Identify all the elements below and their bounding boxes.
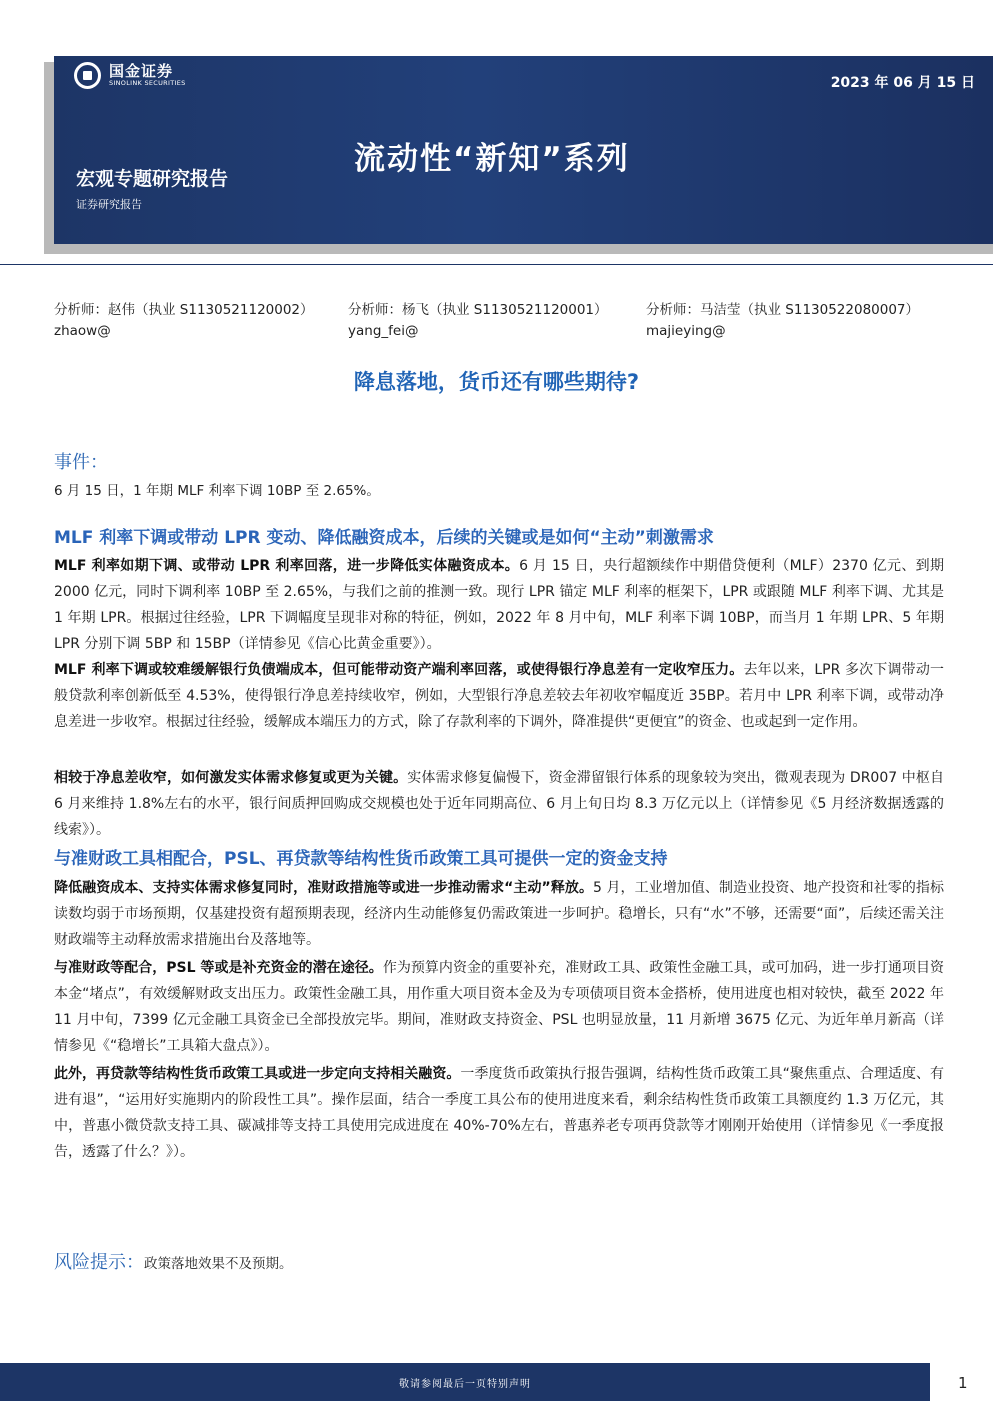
section-1-p2-lead: MLF 利率下调或较难缓解银行负债端成本，但可能带动资产端利率回落，或使得银行净息差有一定收窄压力。 bbox=[54, 662, 744, 678]
logo-name-cn: 国金证券 bbox=[109, 62, 174, 80]
section-1-paragraph-1 bbox=[54, 553, 944, 657]
analyst-1-email[interactable]: zhaow@ bbox=[54, 323, 111, 339]
section-1-p2-body: 去年以来，LPR 多次下调带动一般贷款利率创新低至 4.53%，使得银行净息差持续收窄，例如，大型银行净息差较去年初收窄幅度近 35BP。若月中 LPR 利率下调，或带动净息差进一步收窄。根据过往经验，缓解成本端压力的方式，除了存款利率的下调外，降准提供“更便宜”的资金、也或起到一定作用。 bbox=[54, 662, 944, 730]
analyst-2 bbox=[348, 300, 608, 341]
logo-icon bbox=[74, 62, 101, 89]
logo-name-en: SINOLINK SECURITIES bbox=[109, 79, 186, 87]
analyst-1-label: 分析师：赵伟（执业 S1130521120002） bbox=[54, 302, 314, 318]
analyst-3-email[interactable]: majieying@ bbox=[646, 323, 726, 339]
risk-label: 风险提示： bbox=[54, 1252, 144, 1273]
analyst-3 bbox=[646, 300, 919, 341]
section-2-p1-lead: 降低融资成本、支持实体需求修复同时，准财政措施等或进一步推动需求“主动”释放。 bbox=[54, 880, 594, 896]
section-1-paragraph-2 bbox=[54, 657, 944, 735]
section-2-p3-lead: 此外，再贷款等结构性货币政策工具或进一步定向支持相关融资。 bbox=[54, 1066, 461, 1082]
analyst-2-email[interactable]: yang_fei@ bbox=[348, 323, 419, 339]
section-2-p3-body: 一季度货币政策执行报告强调，结构性货币政策工具“聚焦重点、合理适度、有进有退”，“运用好实施期内的阶段性工具”。操作层面，结合一季度工具公布的使用进度来看，剩余结构性货币政策工具额度约 1.3 万亿元，其中，普惠小微贷款支持工具、碳减排等支持工具使用完成进度在 40%-70%左右，普惠养老专项再贷款等才刚刚开始使用（详情参见《一季度报告，透露了什么？》）。 bbox=[54, 1066, 944, 1160]
risk-warning bbox=[54, 1248, 293, 1274]
section-2-paragraph-2 bbox=[54, 955, 944, 1059]
section-2-paragraph-1 bbox=[54, 875, 944, 953]
section-1-p1-lead: MLF 利率如期下调、或带动 LPR 利率回落，进一步降低实体融资成本。 bbox=[54, 558, 520, 574]
footer-disclaimer: 敬请参阅最后一页特别声明 bbox=[399, 1379, 531, 1390]
page-number: 1 bbox=[958, 1374, 968, 1392]
report-title: 降息落地，货币还有哪些期待? bbox=[353, 370, 640, 394]
section-2-p2-lead: 与准财政等配合，PSL 等或是补充资金的潜在途径。 bbox=[54, 960, 383, 976]
header-rule bbox=[0, 264, 993, 265]
section-1-p3-lead: 相较于净息差收窄，如何激发实体需求修复或更为关键。 bbox=[54, 770, 408, 786]
analyst-2-label: 分析师：杨飞（执业 S1130521120001） bbox=[348, 302, 608, 318]
series-title: 流动性“新知”系列 bbox=[354, 141, 630, 177]
footer-bar bbox=[0, 1363, 930, 1401]
report-subtype: 证券研究报告 bbox=[76, 198, 142, 211]
section-2-p2-body: 作为预算内资金的重要补充，准财政工具、政策性金融工具，或可加码，进一步打通项目资本金“堵点”，有效缓解财政支出压力。政策性金融工具，用作重大项目资本金及为专项债项目资本金搭桥，使用进度也相对较快，截至 2022 年 11 月中旬，7399 亿元金融工具资金已全部投放完毕。期间，准财政支持资金、PSL 也明显放量，11 月新增 3675 亿元、为近年单月新高（详情参见《“稳增长”工具箱大盘点》）。 bbox=[54, 960, 944, 1054]
report-date: 2023 年 06 月 15 日 bbox=[830, 75, 975, 91]
section-2-paragraph-3 bbox=[54, 1061, 944, 1165]
event-text: 6 月 15 日，1 年期 MLF 利率下调 10BP 至 2.65%。 bbox=[54, 483, 380, 499]
event-heading: 事件： bbox=[54, 452, 108, 473]
section-1-p1-body: 6 月 15 日，央行超额续作中期借贷便利（MLF）2370 亿元、到期 2000 亿元，同时下调利率 10BP 至 2.65%，与我们之前的推测一致。现行 LPR 锚定 MLF 利率的框架下，LPR 或跟随 MLF 利率下调、尤其是 1 年期 LPR。根据过往经验，LPR 下调幅度呈现非对称的特征，例如，2022 年 8 月中旬，MLF 利率下调 10BP，而当月 1 年期 LPR、5 年期 LPR 分别下调 5BP 和 15BP（详情参见《信心比黄金重要》）。 bbox=[54, 558, 945, 652]
risk-text: 政策落地效果不及预期。 bbox=[144, 1256, 293, 1272]
analyst-1 bbox=[54, 300, 314, 341]
company-logo bbox=[74, 62, 186, 89]
section-2-heading: 与准财政工具相配合，PSL、再贷款等结构性货币政策工具可提供一定的资金支持 bbox=[54, 849, 668, 869]
analyst-3-label: 分析师：马洁莹（执业 S1130522080007） bbox=[646, 302, 920, 318]
section-1-heading: MLF 利率下调或带动 LPR 变动、降低融资成本，后续的关键或是如何“主动”刺激需求 bbox=[54, 528, 714, 548]
section-1-paragraph-3 bbox=[54, 765, 944, 843]
report-type: 宏观专题研究报告 bbox=[76, 168, 229, 190]
section-2-p1-body: 5 月，工业增加值、制造业投资、地产投资和社零的指标读数均弱于市场预期，仅基建投资有超预期表现，经济内生动能修复仍需政策进一步呵护。稳增长，只有“水”不够，还需要“面”，后续还需关注财政端等主动释放需求措施出台及落地等。 bbox=[54, 880, 945, 948]
section-1-p3-body: 实体需求修复偏慢下，资金滞留银行体系的现象较为突出，微观表现为 DR007 中枢自 6 月来维持 1.8%左右的水平，银行间质押回购成交规模也处于近年同期高位、6 月上旬日均 8.3 万亿元以上（详情参见《5 月经济数据透露的线索》）。 bbox=[54, 770, 944, 838]
